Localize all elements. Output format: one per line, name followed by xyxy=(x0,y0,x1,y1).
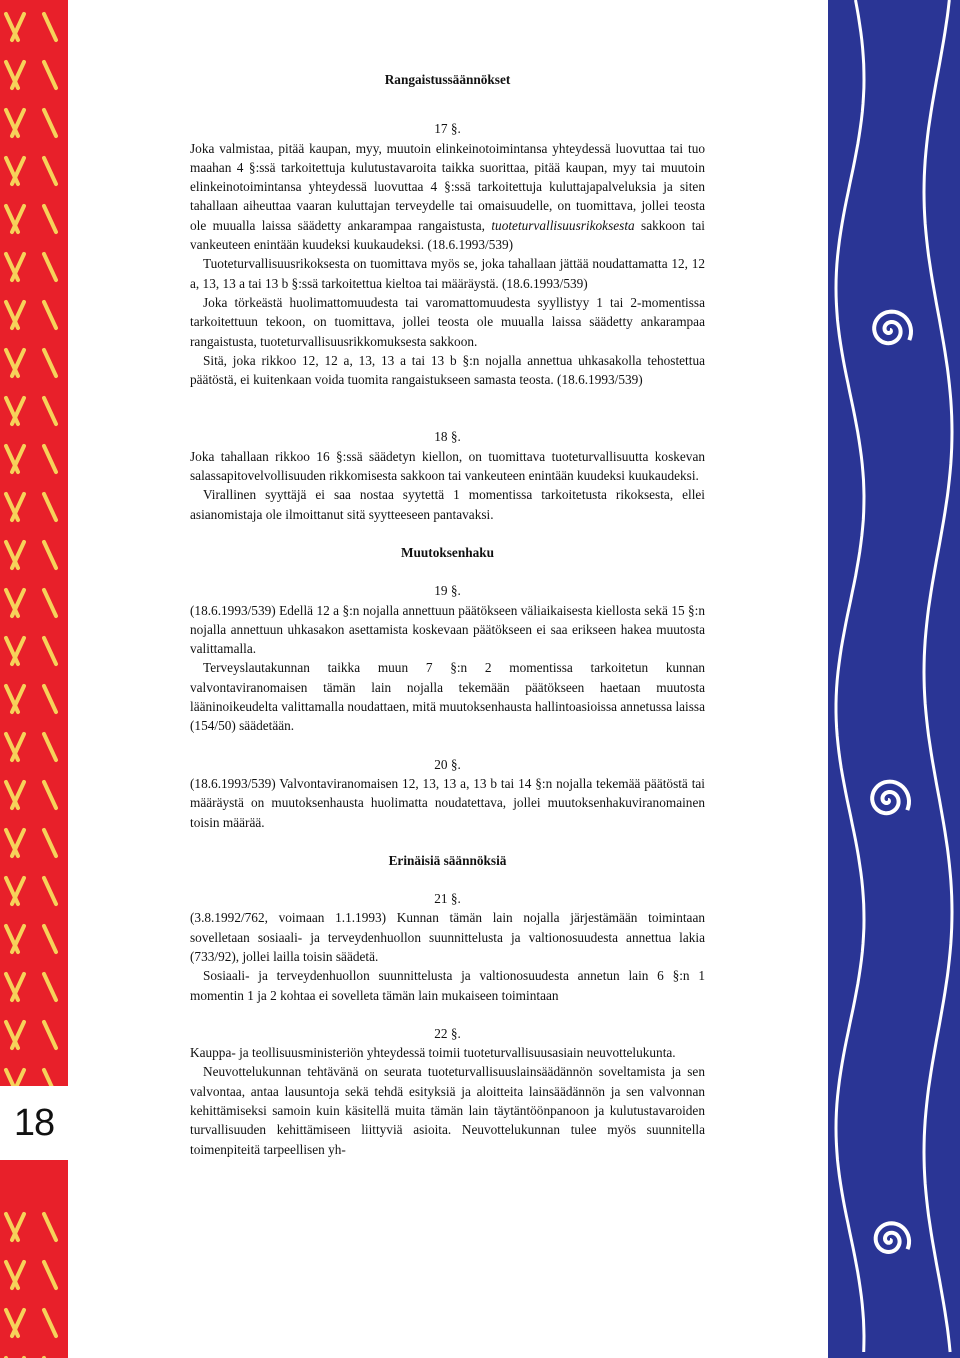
yellow-dash-mark xyxy=(44,14,56,40)
yellow-dash-mark xyxy=(44,1022,56,1048)
paragraph: (18.6.1993/539) Valvontaviranomaisen 12, 13, 13 a, 13 b tai 14 §:n nojalla tekemää päätöstä tai määräystä on muutoksenhausta huolimatta noudatettava, jollei muutoksenhakuviranomainen toisin määrää. xyxy=(190,775,705,830)
section-number-22: 22 §. xyxy=(434,1025,461,1041)
paragraph-text: sakkoon tai vankeuteen enintään kuudeksi kuukaudeksi. (18.6.1993/539) xyxy=(190,217,705,253)
paragraph: Tuoteturvallisuusrikoksesta on tuomittava myös se, joka tahallaan jättää noudattamatta 12, 12 a, 13, 13 a tai 13 b §:ssä tarkoitettua kieltoa tai määräystä. (18.6.1993/539) xyxy=(190,256,705,291)
paragraph: Virallinen syyttäjä ei saa nostaa syytettä 1 momentissa tarkoitetusta rikoksesta, ellei asianomistaja ole ilmoittanut sitä syytteeseen pantavaksi. xyxy=(190,487,705,522)
yellow-dash-mark xyxy=(44,110,56,136)
yellow-dash-mark xyxy=(44,398,56,424)
yellow-dash-mark xyxy=(44,302,56,328)
section-number-17: 17 §. xyxy=(434,121,461,137)
yellow-dash-mark xyxy=(44,830,56,856)
section-heading-muutoksenhaku: Muutoksenhaku xyxy=(400,544,495,560)
wavy-line xyxy=(836,0,864,1352)
yellow-dash-mark xyxy=(44,1262,56,1288)
yellow-dash-mark xyxy=(44,158,56,184)
yellow-dash-mark xyxy=(44,590,56,616)
yellow-dash-mark xyxy=(44,926,56,952)
yellow-dash-mark xyxy=(44,1214,56,1240)
yellow-dash-mark xyxy=(44,638,56,664)
yellow-dash-mark xyxy=(44,686,56,712)
spiral-icon xyxy=(872,782,909,814)
section-number-21: 21 §. xyxy=(434,891,461,907)
paragraph: Sosiaali- ja terveydenhuollon suunnittelusta ja valtionosuudesta annetun lain 6 §:n 1 momentin 1 ja 2 kohtaa ei sovelleta tämän lain mukaiseen toimintaan xyxy=(190,968,705,1003)
paragraph: Kauppa- ja teollisuusministeriön yhteydessä toimii tuoteturvallisuusasiain neuvottelukunta. xyxy=(190,1045,676,1061)
page-number: 18 xyxy=(13,1101,55,1144)
section-number-18: 18 §. xyxy=(434,429,461,445)
yellow-dash-mark xyxy=(44,974,56,1000)
spiral-icon xyxy=(876,1223,909,1252)
spiral-icon xyxy=(874,312,911,344)
yellow-dash-mark xyxy=(44,254,56,280)
paragraph xyxy=(190,139,705,255)
yellow-dash-mark xyxy=(44,1310,56,1336)
yellow-dash-mark xyxy=(44,446,56,472)
document-body xyxy=(190,70,705,1159)
yellow-dash-mark xyxy=(44,494,56,520)
section-number-19: 19 §. xyxy=(434,583,461,599)
emphasized-term: tuoteturvallisuusrikoksesta xyxy=(491,217,635,233)
paragraph: Joka törkeästä huolimattomuudesta tai varomattomuudesta syyllistyy 1 tai 2-momentissa tarkoitettuun tekoon, on tuomittava, jollei teosta ole muualla laissa säädetty ankarampaa rangaistusta, tuoteturvallisuusrikkomuksesta sakkoon. xyxy=(190,294,705,349)
yellow-dash-mark xyxy=(44,206,56,232)
yellow-dash-mark xyxy=(44,878,56,904)
section-heading-rangaistussaannokset: Rangaistussäännökset xyxy=(384,72,511,87)
paragraph: Sitä, joka rikkoo 12, 12 a, 13, 13 a tai 13 b §:n nojalla annettua uhkasakolla tehostettua päätöstä, ei kuitenkaan voida tuomita rangaistukseen samasta teosta. (18.6.1993/539) xyxy=(190,352,705,388)
section-heading-erinaisia-saannoksia: Erinäisiä säännöksiä xyxy=(388,852,507,868)
paragraph: (3.8.1992/762, voimaan 1.1.1993) Kunnan tämän lain nojalla järjestämään toimintaan sovelletaan sosiaali- ja terveydenhuollon suunnittelusta ja valtionosuudesta annettua lakia (733/92), jollei lailla toisin säädetä. xyxy=(190,910,705,964)
paragraph: Joka tahallaan rikkoo 16 §:ssä säädetyn kiellon, on tuomittava tuoteturvallisuutta koskevan salassapitovelvollisuuden rikkomisesta sakkoon tai vankeuteen enintään kuudeksi kuukaudeksi. xyxy=(190,448,705,484)
section-number-20: 20 §. xyxy=(434,756,461,772)
yellow-dash-mark xyxy=(44,350,56,376)
yellow-dash-mark xyxy=(44,734,56,760)
paragraph: (18.6.1993/539) Edellä 12 a §:n nojalla annettuun päätökseen väliaikaisesta kiellosta sekä 15 §:n nojalla annettuun uhkasakon asettamista koskevaan päätökseen ei saa erikseen hakea muutosta valittamalla. xyxy=(190,602,705,657)
wavy-lines-pattern xyxy=(828,0,960,1358)
wavy-line xyxy=(924,0,952,1352)
paragraph: Neuvottelukunnan tehtävänä on seurata tuoteturvallisuuslainsäädännön soveltamista ja sen valvontaa, antaa lausuntoja sekä tehdä esityksiä ja aloitteita lainsäädännön ja sen valvonnan kehittämiseksi samoin kuin käsitellä muita tämän lain täytäntöönpanoon ja kulutustavaroiden turvallisuuden kehittämiseen liittyviä asioita. Neuvottelukunnan tulee myös suunnitella toimenpiteitä tarpeellisen yh- xyxy=(190,1064,705,1157)
yellow-dash-mark xyxy=(44,542,56,568)
paragraph-text: Joka valmistaa, pitää kaupan, myy, muutoin elinkeinotoimintansa yhteydessä luovuttaa tai tuo maahan 4 §:ssä tarkoitettuja kulutustavaroita taikka suorittaa, pitää kaupan, myy tai muutoin elinkeinotoimintansa yhteydessä luovuttaa 4 §:ssä tarkoitettuja kuluttajapalveluksia ja siten tahallaan aiheuttaa vaaran kuluttajan terveydelle tai omaisuudelle, on tuomittava, jollei teosta ole muualla laissa säädetty ankarampaa rangaistusta, xyxy=(190,140,705,233)
page-number-box xyxy=(0,1086,68,1160)
left-decorative-band xyxy=(0,0,68,1358)
yellow-dash-mark xyxy=(44,782,56,808)
yellow-dash-mark xyxy=(44,62,56,88)
right-decorative-band xyxy=(828,0,960,1358)
paragraph: Terveyslautakunnan taikka muun 7 §:n 2 momentissa tarkoitetun kunnan valvontaviranomaisen tämän lain nojalla tekemään päätökseen haetaan muutosta lääninoikeudelta valittamalla noudattaen, mitä muutoksenhausta hallintoasioissa annetussa laissa (154/50) säädetään. xyxy=(190,660,705,734)
